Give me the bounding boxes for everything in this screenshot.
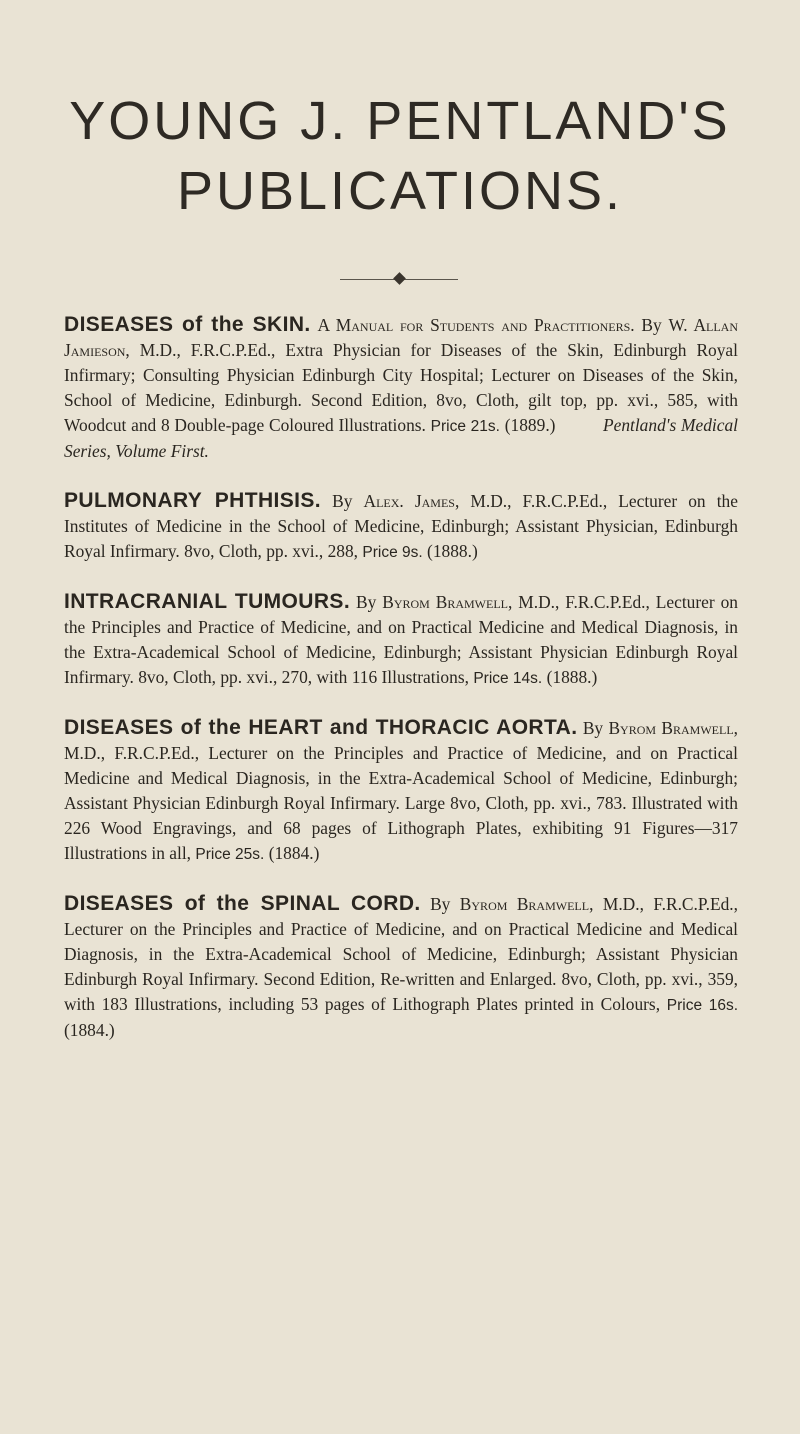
entry-author: Byrom Bramwell, bbox=[459, 894, 594, 914]
entry-author-prefix: By bbox=[430, 894, 451, 914]
entry-author: Byrom Bramwell, bbox=[382, 592, 513, 612]
entry-author-prefix: By bbox=[582, 718, 604, 738]
diamond-ornament-icon bbox=[393, 272, 406, 285]
page-title-line1: YOUNG J. PENTLAND'S bbox=[69, 91, 731, 151]
page-title-line2: PUBLICATIONS. bbox=[176, 161, 624, 221]
entry-heading: PULMONARY PHTHISIS. bbox=[64, 489, 322, 512]
entry-price: Price 9s. bbox=[362, 544, 423, 561]
entry-heading: DISEASES of the SPINAL CORD. bbox=[64, 892, 421, 915]
entry-body: M.D., F.R.C.P.Ed., Extra Physician for Diseases of the Skin, Edinburgh Royal Infirmary; Consulting Physician Edinburgh City Hospital; Lecturer on Diseases of the Skin, School of Medicine, Edinburgh. Second Edition, 8vo, Cloth, gilt top, pp. xvi., 585, with Woodcut and 8 Double-page Coloured Illustrations. bbox=[64, 340, 738, 435]
entry-year: (1888.) bbox=[546, 667, 598, 687]
entry-year: (1889.) bbox=[504, 415, 556, 435]
publication-list bbox=[64, 312, 738, 1067]
entry-price: Price 16s. bbox=[666, 997, 738, 1014]
entry-year: (1884.) bbox=[268, 843, 320, 863]
entry-price: Price 21s. bbox=[430, 418, 500, 435]
entry-body: M.D., F.R.C.P.Ed., Lecturer on the Principles and Practice of Medicine, and on Practical Medicine and Medical Diagnosis, in the Extra-Academical School of Medicine, Edinburgh; Assistant Physician Edinburgh Royal Infirmary. 8vo, Cloth, pp. xvi., 270, with 116 Illustrations, bbox=[64, 592, 738, 687]
publication-entry bbox=[64, 312, 738, 464]
entry-price: Price 25s. bbox=[195, 846, 265, 863]
entry-author: Byrom Bramwell, bbox=[608, 718, 738, 738]
entry-body: M.D., F.R.C.P.Ed., Lecturer on the Principles and Practice of Medicine, and on Practical Medicine and Medical Diagnosis, in the Extra-Academical School of Medicine, Edinburgh; Assistant Physician Edinburgh Royal Infirmary. Second Edition, Re-written and Enlarged. 8vo, Cloth, pp. xvi., 359, with 183 Illustrations, including 53 pages of Lithograph Plates printed in Colours, bbox=[64, 894, 738, 1014]
entry-author-prefix: By bbox=[332, 491, 353, 511]
publication-entry bbox=[64, 891, 738, 1043]
entry-heading: DISEASES of the HEART and THORACIC AORTA. bbox=[64, 716, 578, 739]
entry-price: Price 14s. bbox=[473, 670, 543, 687]
entry-body: M.D., F.R.C.P.Ed., Lecturer on the Institutes of Medicine in the School of Medicine, Edinburgh; Assistant Physician, Edinburgh Royal Infirmary. 8vo, Cloth, pp. xvi., 288, bbox=[64, 491, 738, 561]
entry-heading: DISEASES of the SKIN. bbox=[64, 313, 311, 336]
entry-author: W. Allan Jamieson, bbox=[64, 315, 738, 360]
entry-year: (1884.) bbox=[64, 1020, 115, 1040]
entry-author: Alex. James, bbox=[363, 491, 460, 511]
publication-entry bbox=[64, 589, 738, 691]
entry-body: M.D., F.R.C.P.Ed., Lecturer on the Principles and Practice of Medicine, and on Practical Medicine and Medical Diagnosis, in the Extra-Academical School of Medicine, Edinburgh; Assistant Physician Edinburgh Royal Infirmary. Large 8vo, Cloth, pp. xvi., 783. Illustrated with 226 Wood Engravings, and 68 pages of Lithograph Plates, exhibiting 91 Figures—317 Illustrations in all, bbox=[64, 743, 738, 863]
entry-year: (1888.) bbox=[427, 541, 478, 561]
entry-series: Pentland's Medical Series, Volume First. bbox=[64, 415, 738, 461]
entry-heading: INTRACRANIAL TUMOURS. bbox=[64, 590, 351, 613]
entry-author-prefix: By bbox=[641, 315, 662, 335]
publication-entry bbox=[64, 488, 738, 565]
entry-subtitle: A Manual for Students and Practitioners. bbox=[317, 315, 635, 335]
entry-author-prefix: By bbox=[356, 592, 377, 612]
publication-entry bbox=[64, 715, 738, 867]
